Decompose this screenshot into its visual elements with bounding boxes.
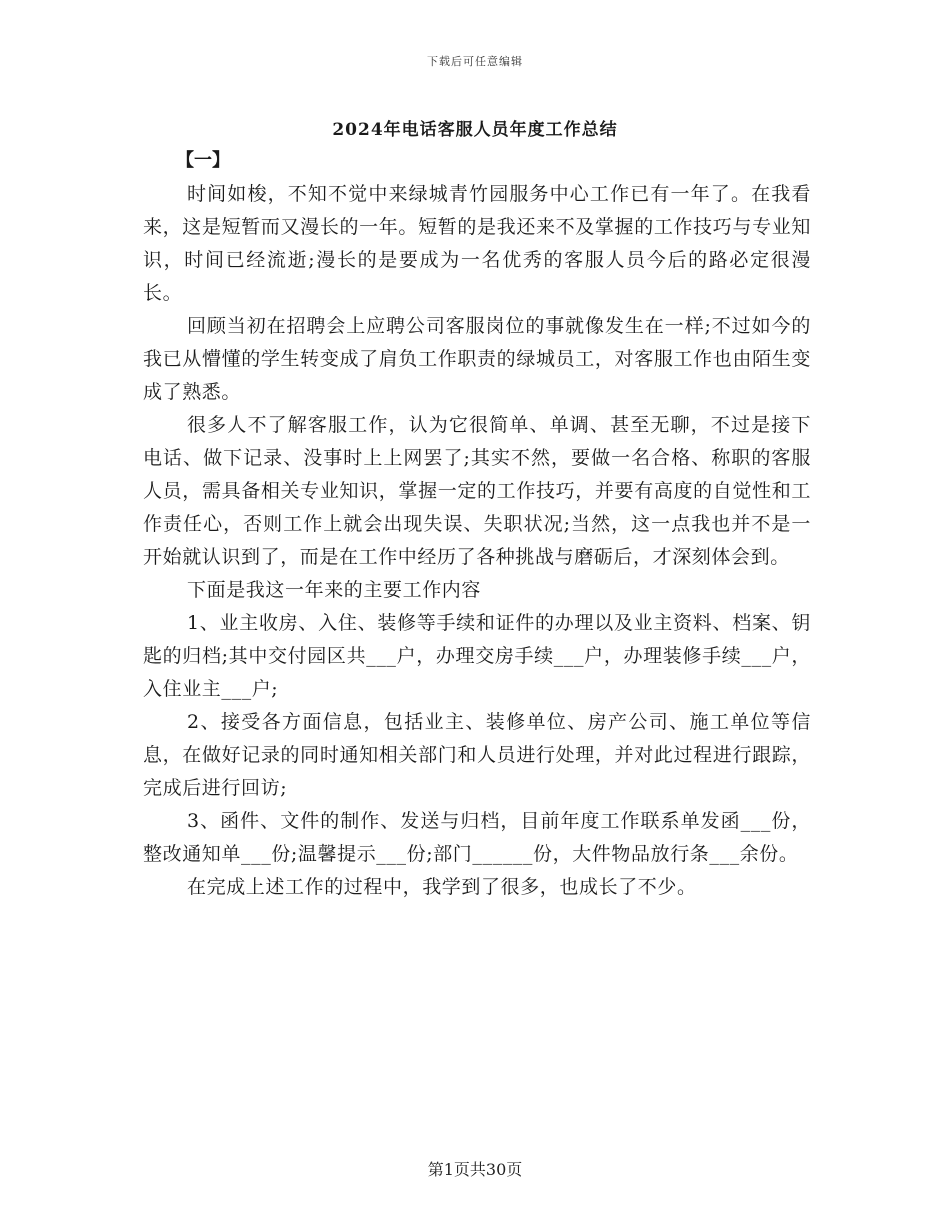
paragraph: 回顾当初在招聘会上应聘公司客服岗位的事就像发生在一样;不过如今的我已从懵懂的学生转变成了肩负工作职责的绿城员工，对客服工作也由陌生变成了熟悉。 — [143, 315, 811, 403]
page-number: 第1页共30页 — [427, 1160, 523, 1179]
section-label: 【一】 — [176, 150, 230, 171]
list-item: 3、函件、文件的制作、发送与归档，目前年度工作联系单发函___份，整改通知单___份;温馨提示___份;部门______份，大件物品放行条___余份。 — [143, 810, 811, 865]
paragraph: 在完成上述工作的过程中，我学到了很多，也成长了不少。 — [187, 876, 697, 898]
header-note: 下载后可任意编辑 — [427, 55, 523, 68]
list-item: 1、业主收房、入住、装修等手续和证件的办理以及业主资料、档案、钥匙的归档;其中交付园区共___户，办理交房手续___户，办理装修手续___户，入住业主___户; — [143, 612, 811, 700]
document-body — [143, 178, 811, 904]
list-item: 2、接受各方面信息，包括业主、装修单位、房产公司、施工单位等信息，在做好记录的同时通知相关部门和人员进行处理，并对此过程进行跟踪，完成后进行回访; — [143, 711, 811, 799]
paragraph: 很多人不了解客服工作，认为它很简单、单调、甚至无聊，不过是接下电话、做下记录、没事时上上网罢了;其实不然，要做一名合格、称职的客服人员，需具备相关专业知识，掌握一定的工作技巧，并要有高度的自觉性和工作责任心，否则工作上就会出现失误、失职状况;当然，这一点我也并不是一开始就认识到了，而是在工作中经历了各种挑战与磨砺后，才深刻体会到。 — [143, 414, 811, 568]
document-title: 2024年电话客服人员年度工作总结 — [332, 120, 618, 140]
paragraph: 时间如梭，不知不觉中来绿城青竹园服务中心工作已有一年了。在我看来，这是短暂而又漫长的一年。短暂的是我还来不及掌握的工作技巧与专业知识，时间已经流逝;漫长的是要成为一名优秀的客服人员今后的路必定很漫长。 — [143, 183, 811, 304]
paragraph: 下面是我这一年来的主要工作内容 — [187, 579, 482, 601]
